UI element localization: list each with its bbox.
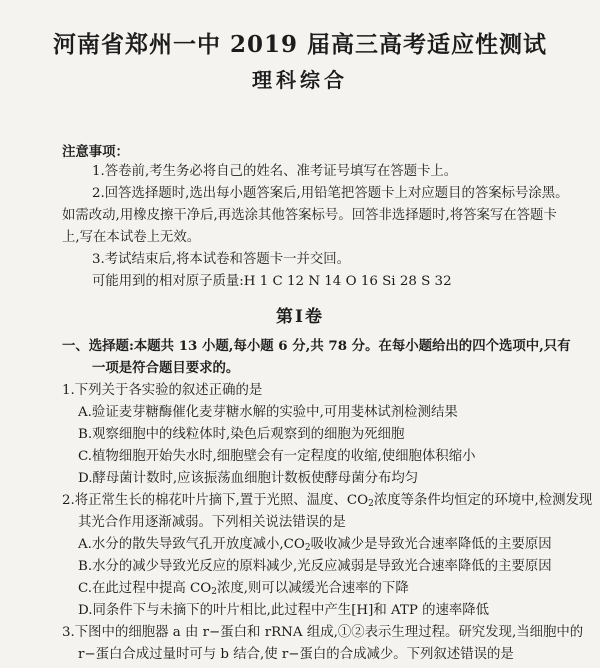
q1-stem: 1.下列关于各实验的叙述正确的是 [62, 383, 263, 398]
notice-item-3: 3.考试结束后,将本试卷和答题卡一并交回。 [92, 252, 351, 267]
q2-option-a-part1: A.水分的散失导致气孔开放度减小,CO [78, 537, 305, 552]
q2-option-d: D.同条件下与未摘下的叶片相比,此过程中产生[H]和 ATP 的速率降低 [78, 603, 490, 618]
q2-stem-cont: 其光合作用逐渐减弱。下列相关说法错误的是 [78, 515, 346, 530]
notice-heading: 注意事项： [62, 144, 129, 160]
q1-option-d: D.酵母菌计数时,应该振荡血细胞计数板使酵母菌分布均匀 [78, 471, 419, 486]
section-title: 第Ⅰ卷 [276, 307, 324, 327]
q2-option-c-subscript: 2 [211, 587, 217, 597]
q2-option-c-part1: C.在此过程中提高 CO [78, 581, 212, 596]
notice-item-1: 1.答卷前,考生务必将自己的姓名、准考证号填写在答题卡上。 [92, 164, 458, 179]
exam-subtitle: 理科综合 [252, 68, 348, 92]
notice-item-2-end: 上,写在本试卷上无效。 [62, 230, 201, 245]
q3-stem-cont: r−蛋白合成过量时可与 b 结合,使 r−蛋白的合成减少。下列叙述错误的是 [78, 647, 514, 662]
atomic-mass-line: 可能用到的相对原子质量:H 1 C 12 N 14 O 16 Si 28 S 32 [92, 274, 452, 289]
q3-stem: 3.下图中的细胞器 a 由 r−蛋白和 rRNA 组成,①②表示生理过程。研究发现,当细胞中的 [62, 625, 584, 640]
q2-option-a [78, 536, 552, 557]
q2-option-b: B.水分的减少导致光反应的原料减少,光反应减弱是导致光合速率降低的主要原因 [78, 559, 552, 574]
q2-option-c [78, 580, 409, 601]
q2-stem-part1: 2.将正常生长的棉花叶片摘下,置于光照、温度、CO [62, 493, 369, 508]
notice-item-2-cont: 如需改动,用橡皮擦干净后,再选涂其他答案标号。回答非选择题时,将答案写在答题卡 [62, 208, 557, 223]
q1-option-c: C.植物细胞开始失水时,细胞壁会有一定程度的收缩,使细胞体积缩小 [78, 449, 476, 464]
q2-option-a-subscript: 2 [304, 543, 311, 553]
part1-instructions: 一、选择题:本题共 13 小题,每小题 6 分,共 78 分。在每小题给出的四个选项中,只有 [62, 338, 571, 354]
q2-stem-part2: 浓度等条件均恒定的环境中,检测发现 [373, 493, 593, 508]
notice-item-2: 2.回答选择题时,选出每小题答案后,用铅笔把答题卡上对应题目的答案标号涂黑。 [92, 186, 569, 201]
q2-stem [62, 492, 592, 513]
q2-option-a-part2: 吸收减少是导致光合速率降低的主要原因 [310, 537, 552, 552]
q1-option-b: B.观察细胞中的线粒体时,染色后观察到的细胞为死细胞 [78, 427, 405, 442]
exam-title: 河南省郑州一中 2019 届高三高考适应性测试 [52, 31, 548, 58]
part1-instructions-cont: 一项是符合题目要求的。 [92, 360, 240, 376]
q2-stem-subscript: 2 [368, 499, 374, 509]
q2-option-c-part2: 浓度,则可以减缓光合速率的下降 [216, 581, 409, 596]
q1-option-a: A.验证麦芽糖酶催化麦芽糖水解的实验中,可用斐林试剂检测结果 [78, 405, 458, 420]
